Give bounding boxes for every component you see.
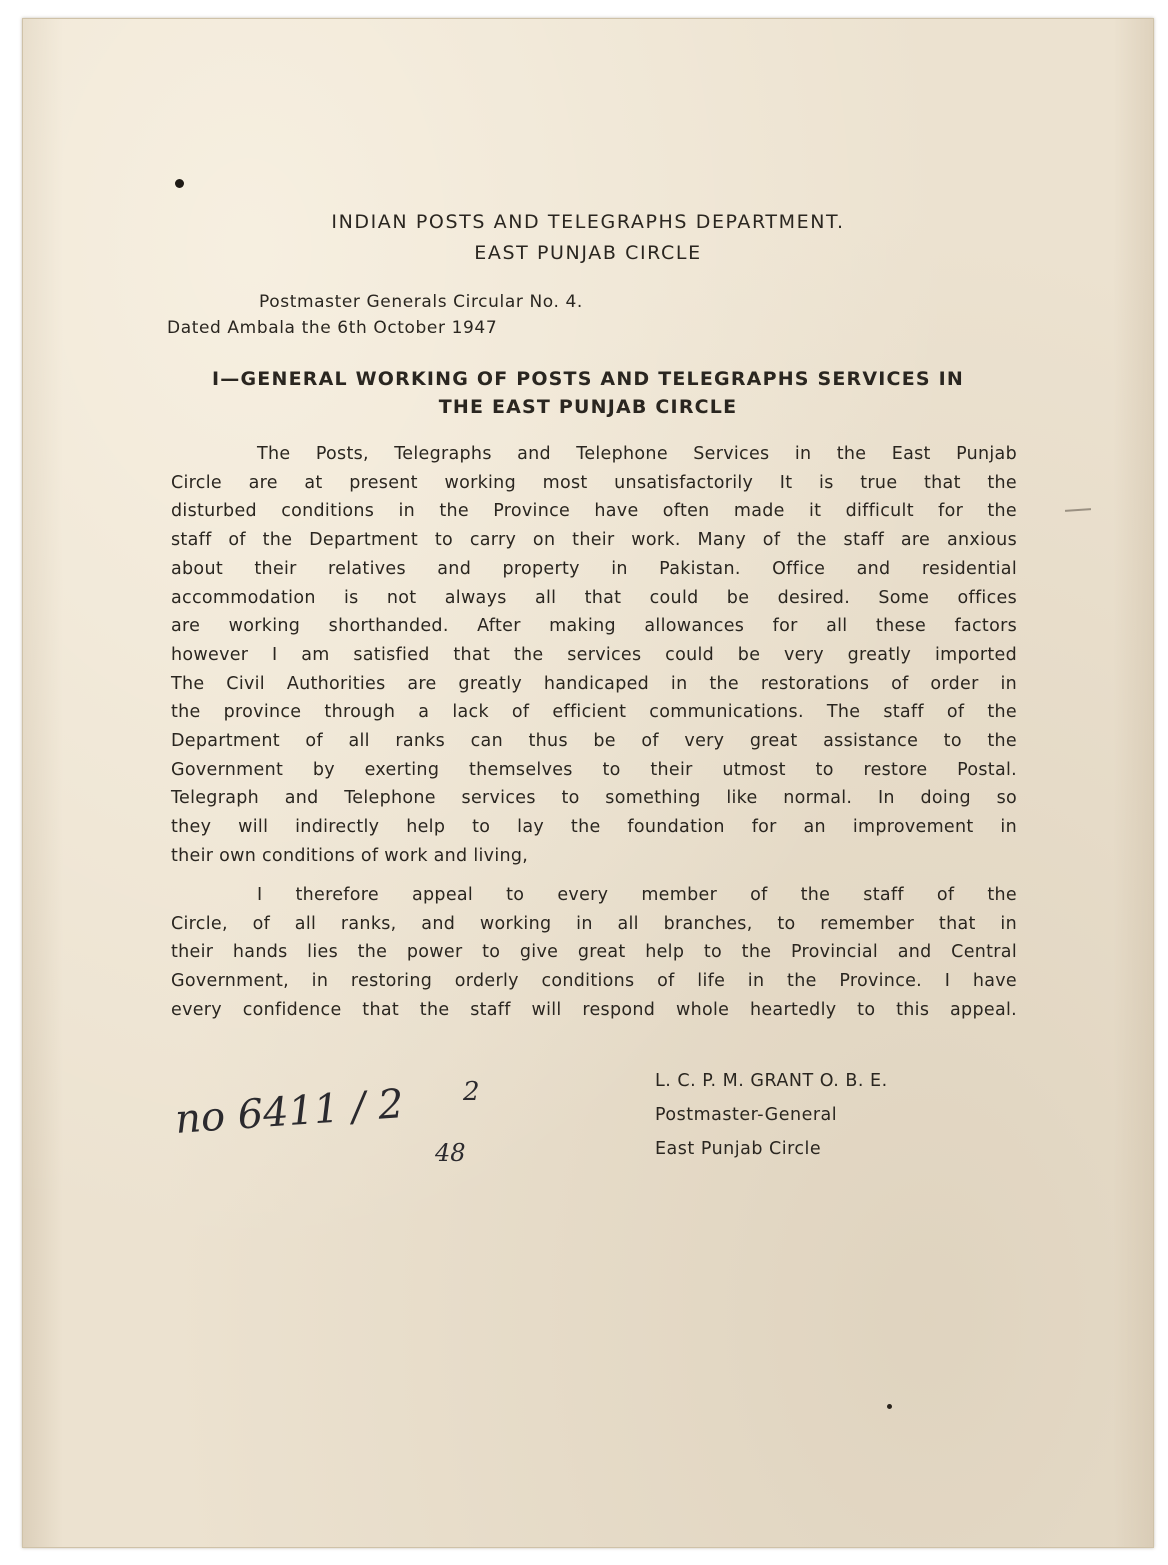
paragraph-line: Circle, of all ranks, and working in all branches, to remember that in [171,913,1017,934]
handwritten-year: 48 [435,1139,466,1167]
paragraph-line: The Civil Authorities are greatly handicaped in the restorations of order in [171,673,1017,694]
paragraph-line: Telegraph and Telephone services to something like normal. In doing so [171,788,1017,809]
signatory-name: L. C. P. M. GRANT O. B. E. [655,1071,888,1091]
paragraph-line: accommodation is not always all that could be desired. Some offices [171,587,1017,608]
paragraph-line: their hands lies the power to give great help to the Provincial and Central [171,942,1017,963]
department-heading: INDIAN POSTS AND TELEGRAPHS DEPARTMENT. [331,211,845,233]
paragraph-line: however I am satisfied that the services could be very greatly imported [171,644,1017,665]
paragraph-line: disturbed conditions in the Province have often made it difficult for the [171,501,1017,522]
section-title-line1: I—GENERAL WORKING OF POSTS AND TELEGRAPHS SERVICES IN [212,368,964,390]
circular-number: Postmaster Generals Circular No. 4. [259,292,583,312]
paragraph-line: I therefore appeal to every member of the staff of the [257,885,1017,905]
circle-heading: EAST PUNJAB CIRCLE [474,242,702,264]
paragraph-1 [171,440,1017,871]
signatory-title: Postmaster-General [655,1105,838,1125]
paragraph-2 [171,881,1017,1025]
paragraph-line: every confidence that the staff will respond whole heartedly to this appeal. [171,999,1017,1020]
paragraph-line: are working shorthanded. After making allowances for all these factors [171,616,1017,637]
handwritten-superscript: 2 [463,1077,480,1107]
paragraph-line: they will indirectly help to lay the foundation for an improvement in [171,817,1017,838]
paragraph-line: Government, in restoring orderly conditions of life in the Province. I have [171,971,1017,992]
signatory-office: East Punjab Circle [655,1139,822,1159]
paragraph-line: The Posts, Telegraphs and Telephone Services in the East Punjab [257,444,1017,464]
paragraph-line: Department of all ranks can thus be of very great assistance to the [171,731,1017,752]
paragraph-line: Circle are at present working most unsatisfactorily It is true that the [171,472,1017,493]
paragraph-line: the province through a lack of efficient communications. The staff of the [171,702,1017,723]
paragraph-line: staff of the Department to carry on their work. Many of the staff are anxious [171,530,1017,551]
paragraph-line: Government by exerting themselves to their utmost to restore Postal. [171,759,1017,780]
document-sheet [22,18,1154,1548]
handwritten-reference: no 6411 / 2 [173,1081,406,1143]
ink-spot [175,179,184,188]
ink-dot [887,1404,892,1409]
section-title-line2: THE EAST PUNJAB CIRCLE [438,396,738,418]
paragraph-line: about their relatives and property in Pakistan. Office and residential [171,558,1017,579]
paper-scuff-mark [1065,508,1091,512]
paragraph-line: their own conditions of work and living, [171,845,529,866]
circular-date: Dated Ambala the 6th October 1947 [167,318,498,338]
